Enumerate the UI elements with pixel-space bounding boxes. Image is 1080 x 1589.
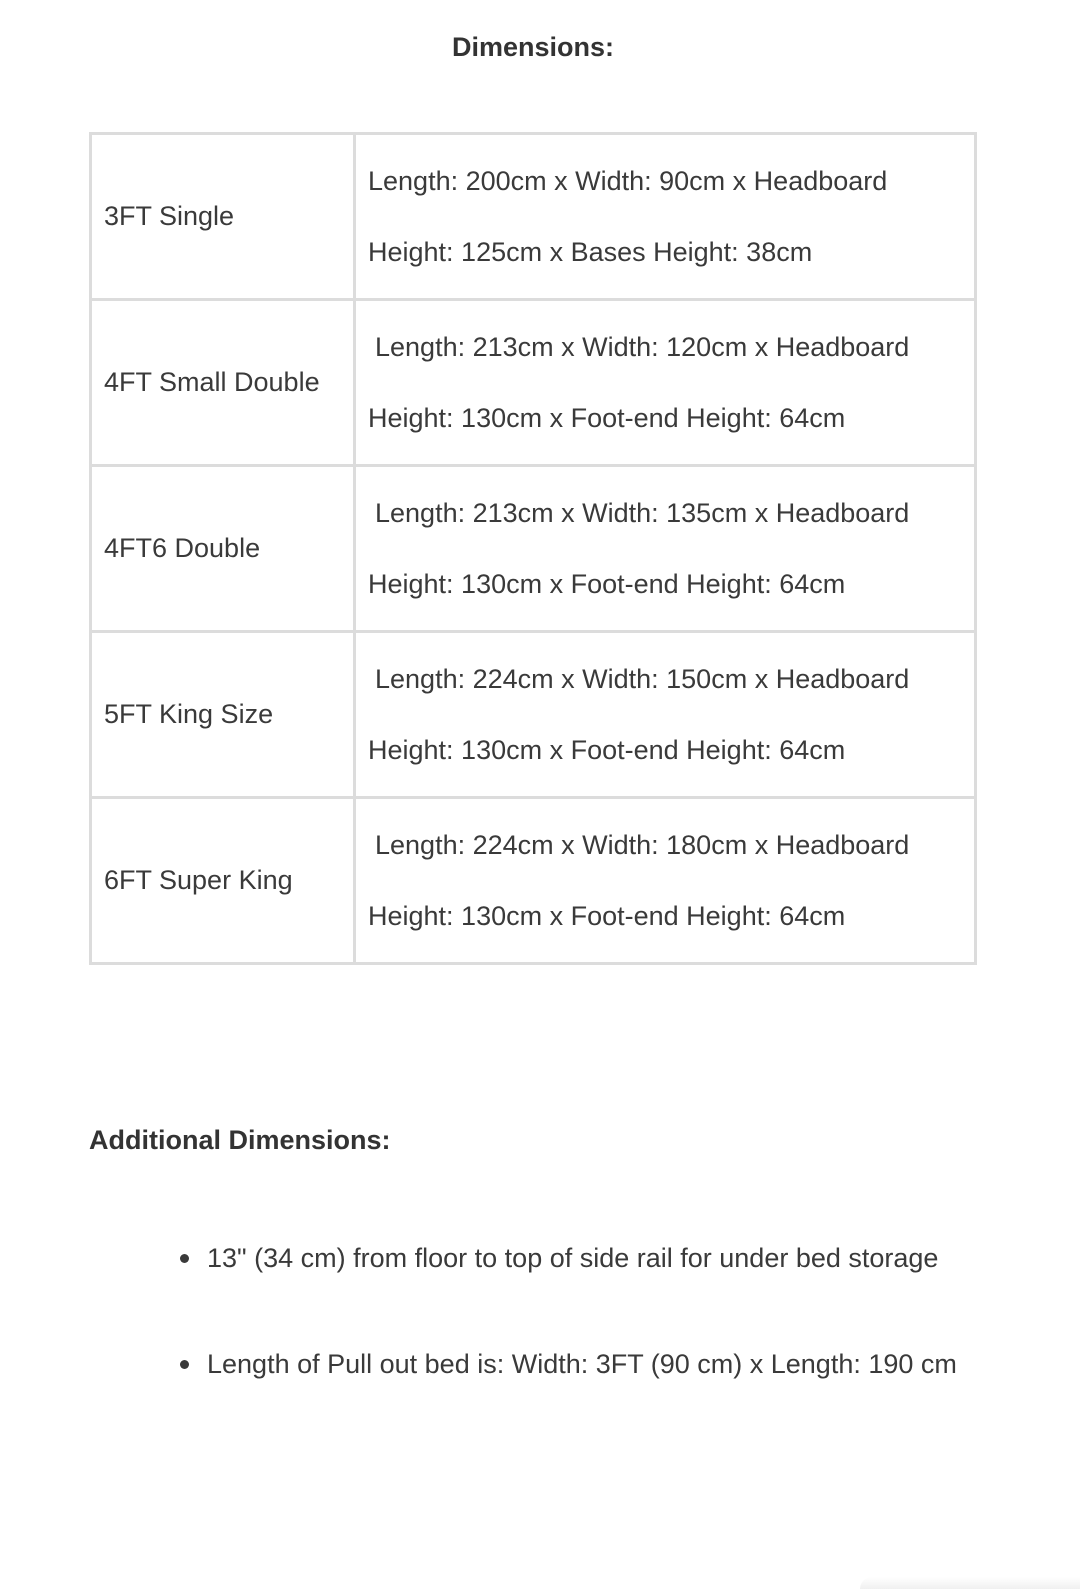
bed-size-cell: 4FT Small Double <box>91 300 355 466</box>
dimension-line: Length: 200cm x Width: 90cm x Headboard <box>368 165 888 196</box>
bed-size-cell: 6FT Super King <box>91 798 355 964</box>
bed-size-cell: 3FT Single <box>91 134 355 300</box>
bed-dimensions-cell <box>355 134 976 300</box>
table-row <box>91 632 976 798</box>
bullet-icon <box>180 1360 189 1369</box>
dimension-line: Height: 125cm x Bases Height: 38cm <box>368 236 813 267</box>
bed-dimensions-cell <box>355 466 976 632</box>
dimensions-table <box>89 132 977 965</box>
list-item-text: 13" (34 cm) from floor to top of side rail for under bed storage <box>207 1243 939 1273</box>
table-row <box>91 798 976 964</box>
table-row <box>91 466 976 632</box>
bed-dimensions-cell <box>355 300 976 466</box>
table-row <box>91 300 976 466</box>
page-title: Dimensions: <box>451 32 615 62</box>
bullet-icon <box>180 1254 189 1263</box>
scroll-edge-shadow <box>860 1577 1080 1589</box>
additional-dimensions-list <box>207 1223 987 1435</box>
dimension-line: Height: 130cm x Foot-end Height: 64cm <box>368 900 846 931</box>
bed-size-cell: 4FT6 Double <box>91 466 355 632</box>
dimension-line: Height: 130cm x Foot-end Height: 64cm <box>368 402 846 433</box>
dimension-line: Length: 213cm x Width: 120cm x Headboard <box>375 331 910 362</box>
list-item <box>207 1223 987 1294</box>
bed-dimensions-cell <box>355 798 976 964</box>
dimension-line: Height: 130cm x Foot-end Height: 64cm <box>368 568 846 599</box>
bed-dimensions-cell <box>355 632 976 798</box>
dimension-line: Length: 224cm x Width: 150cm x Headboard <box>375 663 910 694</box>
dimension-line: Height: 130cm x Foot-end Height: 64cm <box>368 734 846 765</box>
list-item <box>207 1329 987 1400</box>
bed-size-cell: 5FT King Size <box>91 632 355 798</box>
dimension-line: Length: 224cm x Width: 180cm x Headboard <box>375 829 910 860</box>
dimension-line: Length: 213cm x Width: 135cm x Headboard <box>375 497 910 528</box>
list-item-text: Length of Pull out bed is: Width: 3FT (90 cm) x Length: 190 cm <box>207 1349 957 1379</box>
additional-dimensions-heading: Additional Dimensions: <box>89 1125 391 1155</box>
table-row <box>91 134 976 300</box>
